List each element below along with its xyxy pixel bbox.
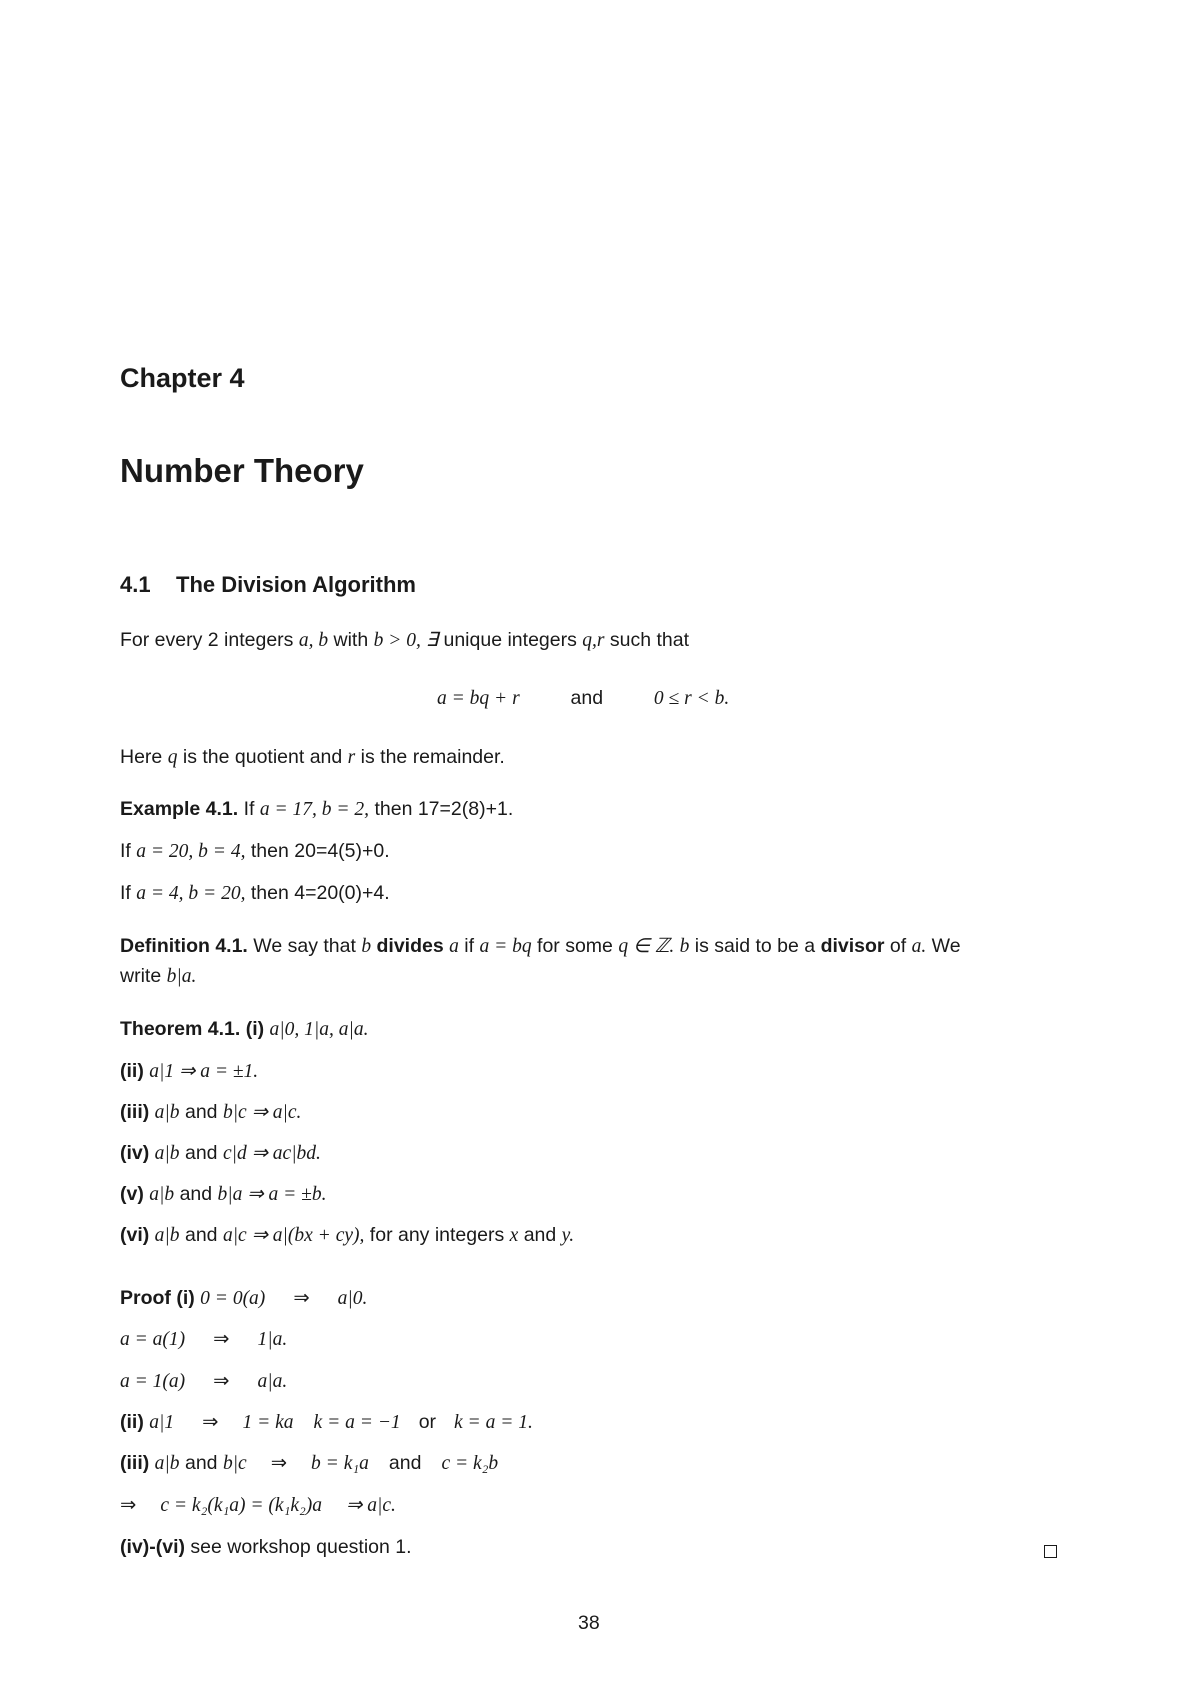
definition-label: Definition 4.1. [120, 935, 248, 957]
section-heading [120, 572, 416, 598]
qed-square-icon [1044, 1545, 1057, 1558]
equation-and: and [570, 687, 604, 709]
proof-line-6: ⇒ c = k₂(k₁a) = (k₁k₂)a ⇒ a|c. [120, 1495, 396, 1516]
theorem-label: Theorem 4.1. [120, 1018, 241, 1040]
page-number: 38 [578, 1612, 600, 1634]
definition-line-2: write b|a. [120, 965, 197, 987]
example-line-2: If a = 20, b = 4, then 20=4(5)+0. [120, 840, 390, 862]
example-label: Example 4.1. [120, 798, 239, 820]
theorem-item-v: (v) a|b and b|a ⇒ a = ±b. [120, 1183, 327, 1205]
theorem-item-ii: (ii) a|1 ⇒ a = ±1. [120, 1060, 259, 1082]
proof-line-3: a = 1(a) ⇒ a|a. [120, 1371, 288, 1392]
proof-line-1: Proof (i) 0 = 0(a) ⇒ a|0. [120, 1287, 368, 1309]
chapter-label: Chapter 4 [120, 363, 245, 393]
theorem-item-vi: (vi) a|b and a|c ⇒ a|(bx + cy), for any integers x and y. [120, 1224, 575, 1246]
proof-line-2: a = a(1) ⇒ 1|a. [120, 1329, 288, 1350]
proof-line-7: (iv)-(vi) see workshop question 1. [120, 1536, 412, 1558]
example-line-1: Example 4.1. If a = 17, b = 2, then 17=2(8)+1. [120, 798, 514, 820]
theorem-item-iv: (iv) a|b and c|d ⇒ ac|bd. [120, 1142, 321, 1164]
definition-line-1: Definition 4.1. We say that b divides a if a = bq for some q ∈ ℤ. b is said to be a divisor of a. We [120, 935, 961, 957]
theorem-item-i: Theorem 4.1. (i) a|0, 1|a, a|a. [120, 1018, 369, 1040]
division-equation [437, 686, 729, 711]
section-number: 4.1 [120, 572, 151, 597]
equation-right: 0 ≤ r < b. [653, 688, 730, 709]
proof-line-4: (ii) a|1 ⇒ 1 = ka k = a = −1 or k = a = 1. [120, 1411, 533, 1433]
example-line-3: If a = 4, b = 20, then 4=20(0)+4. [120, 882, 390, 904]
theorem-item-iii: (iii) a|b and b|c ⇒ a|c. [120, 1101, 302, 1123]
equation-left: a = bq + r [437, 688, 520, 709]
chapter-title: Number Theory [120, 452, 364, 489]
intro-paragraph: For every 2 integers a, b with b > 0, ∃ unique integers q,r such that [120, 629, 690, 651]
remainder-paragraph: Here q is the quotient and r is the remainder. [120, 746, 505, 768]
proof-label: Proof (i) [120, 1287, 195, 1309]
section-title: The Division Algorithm [176, 572, 416, 597]
proof-line-5: (iii) a|b and b|c ⇒ b = k₁a and c = k₂b [120, 1452, 499, 1474]
